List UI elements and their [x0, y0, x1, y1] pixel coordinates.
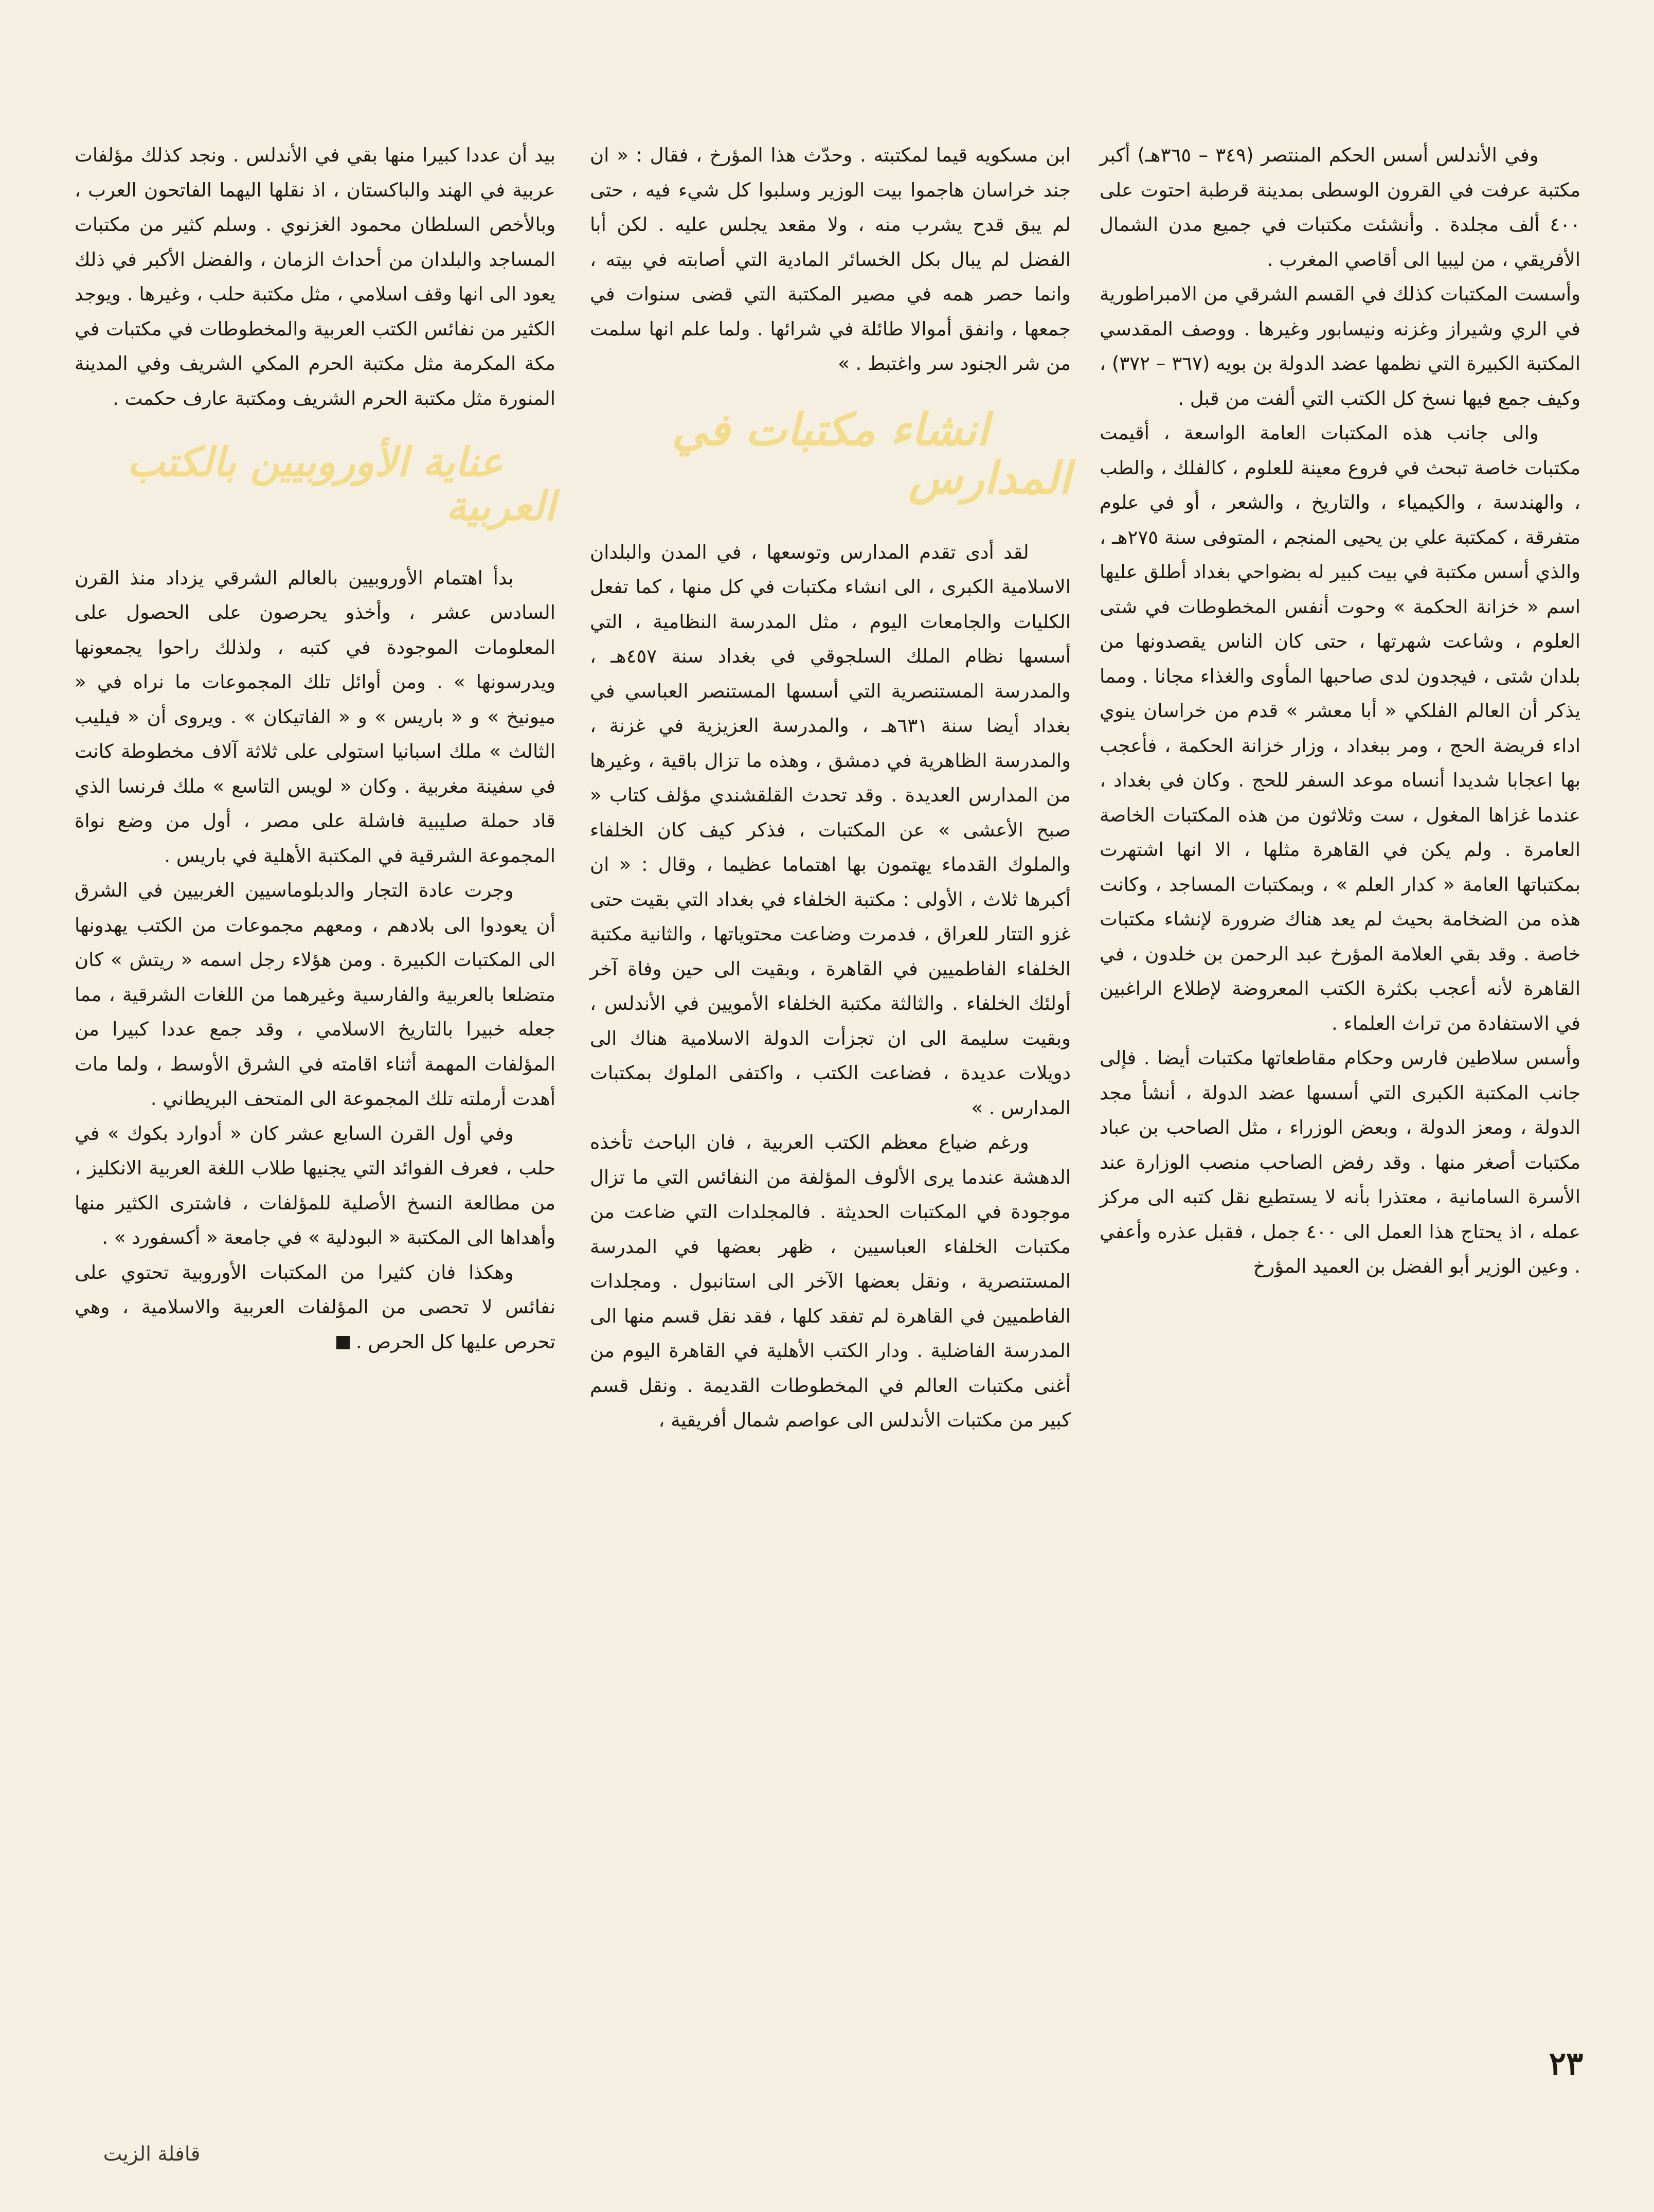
paragraph: بيد أن عددا كبيرا منها بقي في الأندلس . ونجد كذلك مؤلفات عربية في الهند والباكستان ، اذ نقلها اليهما الفاتحون العرب ، وبالأخص السلطان محمود الغزنوي . وسلم كثير من مكتبات المساجد والبلدان من أحداث الزمان ، والفضل الأكبر في ذلك يعود الى انها وقف اسلامي ، مثل مكتبة حلب ، وغيرها . ويوجد الكثير من نفائس الكتب العربية والمخطوطات في مكتبات في مكة المكرمة مثل مكتبة الحرم المكي الشريف وفي المدينة المنورة مثل مكتبة الحرم الشريف ومكتبة عارف حكمت . [75, 144, 555, 409]
end-mark-square-icon [336, 1336, 350, 1349]
section-heading-europeans: عناية الأوروبيين بالكتب العربية [127, 439, 555, 530]
page-number: ٢٣ [1549, 2045, 1584, 2082]
article-column-middle [590, 138, 1071, 1438]
paragraph: وجرت عادة التجار والدبلوماسيين الغربيين في الشرق أن يعودوا الى بلادهم ، ومعهم مجموعات من الكتب يهدونها الى المكتبات الكبيرة . ومن هؤلاء رجل اسمه « ريتش » كان متضلعا بالعربية والفارسية وغيرهما من اللغات الشرقية ، مما جعله خبيرا بالتاريخ الاسلامي ، وقد جمع عددا كبيرا من المؤلفات المهمة أثناء اقامته في الشرق الأوسط ، ولما مات أهدت أرملته تلك المجموعة الى المتحف البريطاني . [75, 879, 555, 1110]
paragraph: وفي أول القرن السابع عشر كان « أدوارد بكوك » في حلب ، فعرف الفوائد التي يجنيها طلاب اللغة العربية الانكليز ، من مطالعة النسخ الأصلية للمؤلفات ، فاشترى الكثير منها وأهداها الى المكتبة « البودلية » في جامعة « أكسفورد » . [75, 1122, 555, 1249]
paragraph: وهكذا فان كثيرا من المكتبات الأوروبية تحتوي على نفائس لا تحصى من المؤلفات العربية والاسلامية ، وهي تحرص عليها كل الحرص . [75, 1261, 555, 1353]
magazine-title: قافلة الزيت [103, 2143, 201, 2166]
paragraph: ابن مسكويه قيما لمكتبته . وحدّث هذا المؤرخ ، فقال : « ان جند خراسان هاجموا بيت الوزير وسلبوا كل شيء فيه ، حتى لم يبق قدح يشرب منه ، ولا مقعد يجلس عليه . لكن أبا الفضل لم يبال بكل الخسائر المادية التي أصابته في بيته ، وانما حصر همه في مصير المكتبة التي قضى سنوات في جمعها ، وانفق أموالا طائلة في شرائها . ولما علم انها سلمت من شر الجنود سر واغتبط . » [590, 144, 1071, 374]
paragraph: وأسست المكتبات كذلك في القسم الشرقي من الامبراطورية في الري وشيراز وغزنه ونيسابور وغيرها . ووصف المقدسي المكتبة الكبيرة التي نظمها عضد الدولة بن بويه (٣٦٧ – ٣٧٢) ، وكيف جمع فيها نسخ كل الكتب التي ألفت من قبل . [1100, 283, 1580, 409]
paragraph: وفي الأندلس أسس الحكم المنتصر (٣٤٩ – ٣٦٥هـ) أكبر مكتبة عرفت في القرون الوسطى بمدينة قرطبة احتوت على ٤٠٠ ألف مجلدة . وأنشئت مكتبات في جميع مدن الشمال الأفريقي ، من ليبيا الى أقاصي المغرب . [1100, 144, 1580, 271]
paragraph: بدأ اهتمام الأوروبيين بالعالم الشرقي يزداد منذ القرن السادس عشر ، وأخذو يحرصون على الحصول على المعلومات الموجودة في كتبه ، ولذلك راحوا يجمعونها ويدرسونها » . ومن أوائل تلك المجموعات ما نراه في « ميونيخ » و « باريس » و « الفاتيكان » . ويروى أن « فيليب الثالث » ملك اسبانيا استولى على ثلاثة آلاف مخطوطة كانت في سفينة مغربية . وكان « لويس التاسع » ملك فرنسا الذي قاد حملة صليبية فاشلة على مصر ، أول من وضع نواة المجموعة الشرقية في المكتبة الأهلية في باريس . [75, 566, 555, 867]
section-heading-schools: انشاء مكتبات في المدارس [672, 403, 1071, 505]
article-column-left [75, 138, 555, 1359]
paragraph: ورغم ضياع معظم الكتب العربية ، فان الباحث تأخذه الدهشة عندما يرى الألوف المؤلفة من النفائس التي ما تزال موجودة في المكتبات الحديثة . فالمجلدات التي ضاعت من مكتبات الخلفاء العباسيين ، ظهر بعضها في المدرسة المستنصرية ، ونقل بعضها الآخر الى استانبول . ومجلدات الفاطميين في القاهرة لم تفقد كلها ، فقد نقل قسم منها الى المدرسة الفاضلية . ودار الكتب الأهلية في القاهرة اليوم من أغنى مكتبات العالم في المخطوطات القديمة . ونقل قسم كبير من مكتبات الأندلس الى عواصم شمال أفريقية ، [590, 1131, 1071, 1432]
article-column-right [1100, 138, 1580, 1284]
paragraph: والى جانب هذه المكتبات العامة الواسعة ، أقيمت مكتبات خاصة تبحث في فروع معينة للعلوم ، كالفلك ، والطب ، والهندسة ، والكيمياء ، والتاريخ ، والشعر ، أو في علوم متفرقة ، كمكتبة علي بن يحيى المنجم ، المتوفى سنة ٢٧٥هـ ، والذي أسس مكتبة في بيت كبير له بضواحي بغداد أطلق عليها اسم « خزانة الحكمة » وحوت أنفس المخطوطات في شتى العلوم ، وشاعت شهرتها ، حتى كان الناس يقصدونها من بلدان شتى ، فيجدون لدى صاحبها المأوى والغذاء مجانا . ومما يذكر أن العالم الفلكي « أبا معشر » قدم من خراسان ينوي اداء فريضة الحج ، ومر ببغداد ، وزار خزانة الحكمة ، فأعجب بها اعجابا شديدا أنساه موعد السفر للحج . وكان في بغداد ، عندما غزاها المغول ، ست وثلاثون من هذه المكتبات الخاصة العامرة . ولم يكن في القاهرة مثلها ، الا انها اشتهرت بمكتباتها العامة « كدار العلم » ، وبمكتبات المساجد ، وكانت هذه من الضخامة بحيث لم يعد هناك ضرورة لإنشاء مكتبات خاصة . وقد بقي العلامة المؤرخ عبد الرحمن بن خلدون ، في القاهرة لأنه أعجب بكثرة الكتب المعروضة لإطلاع الراغبين في الاستفادة من تراث العلماء . [1100, 422, 1580, 1034]
paragraph: لقد أدى تقدم المدارس وتوسعها ، في المدن والبلدان الاسلامية الكبرى ، الى انشاء مكتبات في كل منها ، كما تفعل الكليات والجامعات اليوم ، مثل المدرسة النظامية ، التي أسسها نظام الملك السلجوقي في بغداد سنة ٤٥٧هـ ، والمدرسة المستنصرية التي أسسها المستنصر العباسي في بغداد أيضا سنة ٦٣١هـ ، والمدرسة العزيزية في غزنة ، والمدرسة الظاهرية في دمشق ، وهذه ما تزال باقية ، وغيرها من المدارس العديدة . وقد تحدث القلقشندي مؤلف كتاب « صبح الأعشى » عن المكتبات ، فذكر كيف كان الخلفاء والملوك القدماء يهتمون بها اهتماما عظيما ، وقال : « ان أكبرها ثلاث ، الأولى : مكتبة الخلفاء في بغداد التي بقيت حتى غزو التتار للعراق ، فدمرت وضاعت محتوياتها ، والثانية مكتبة الخلفاء الفاطميين في القاهرة ، وبقيت الى حين وفاة آخر أولئك الخلفاء . والثالثة مكتبة الخلفاء الأمويين في الأندلس ، وبقيت سليمة الى ان تجزأت الدولة الاسلامية هناك الى دويلات عديدة ، فضاعت الكتب ، واكتفى الملوك بمكتبات المدارس . » [590, 541, 1071, 1119]
paragraph: وأسس سلاطين فارس وحكام مقاطعاتها مكتبات أيضا . فإلى جانب المكتبة الكبرى التي أسسها عضد الدولة ، أنشأ مجد الدولة ، ومعز الدولة ، وبعض الوزراء ، مثل الصاحب بن عباد مكتبات أصغر منها . وقد رفض الصاحب منصب الوزارة عند الأسرة السامانية ، معتذرا بأنه لا يستطيع نقل كتبه الى مركز عمله ، اذ يحتاج هذا العمل الى ٤٠٠ جمل ، فقبل عذره وأعفي . وعين الوزير أبو الفضل بن العميد المؤرخ [1100, 1047, 1580, 1277]
